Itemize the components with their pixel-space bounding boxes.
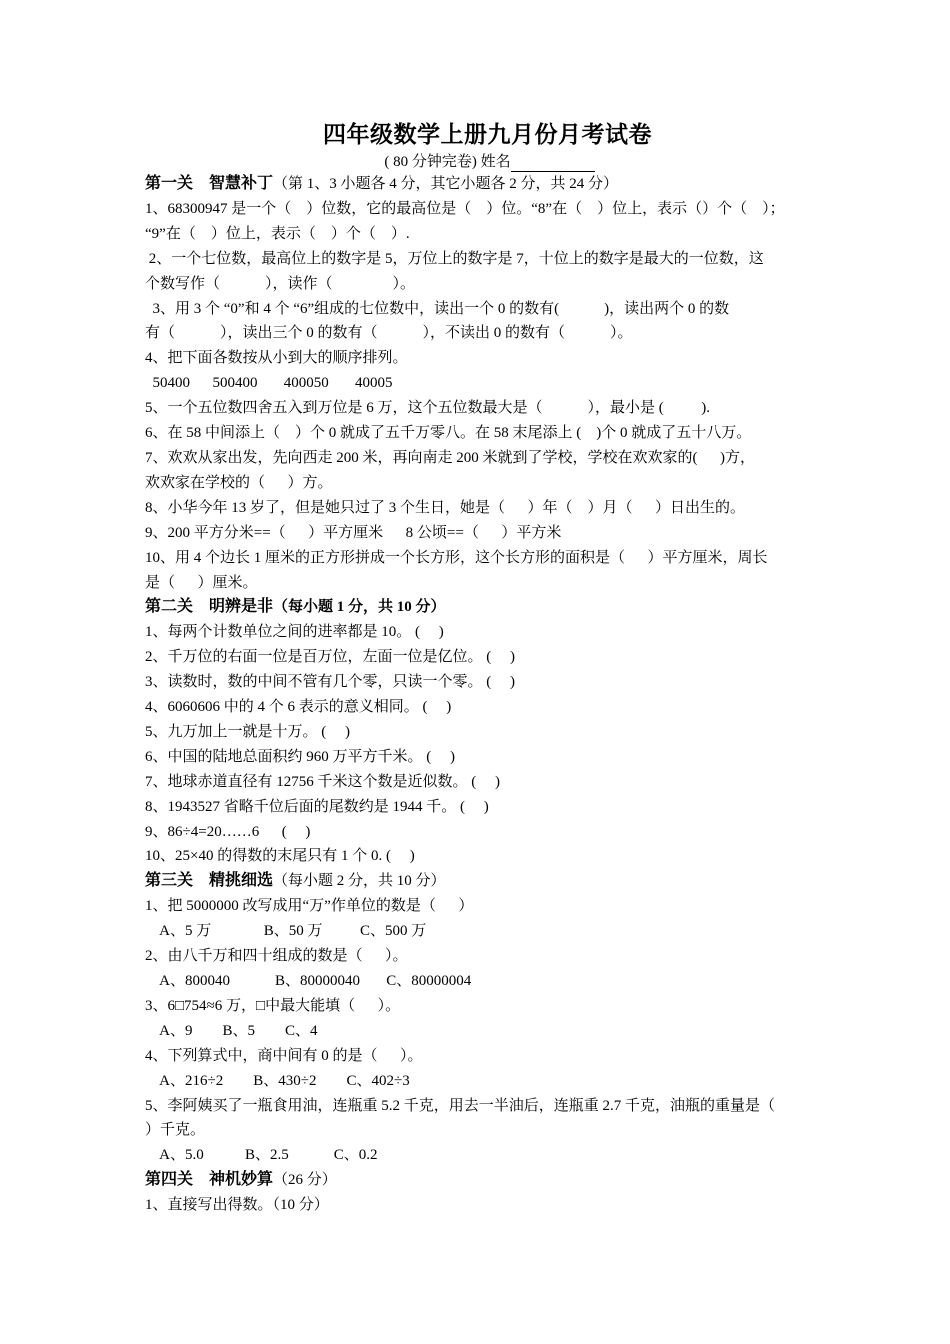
question-line: 9、200 平方分米==（ ）平方厘米 8 公顷==（ ）平方米	[145, 524, 562, 541]
question-line: 欢欢家在学校的（ ）方。	[145, 474, 333, 491]
question-line: 1、每两个计数单位之间的进率都是 10。 ( )	[145, 624, 444, 641]
question-line: A、5.0 B、2.5 C、0.2	[145, 1147, 378, 1164]
question-line: 1、直接写出得数。（10 分）	[145, 1197, 329, 1214]
question-line: 10、用 4 个边长 1 厘米的正方形拼成一个长方形，这个长方形的面积是（ ）平方厘米，周长	[145, 549, 768, 566]
section-heading	[145, 1168, 810, 1193]
question-line: 50400 500400 400050 40005	[145, 375, 393, 392]
question-line: 个数写作（ ），读作（ ）。	[145, 275, 416, 292]
question-line: 3、6□754≈6 万，□中最大能填（ ）。	[145, 997, 401, 1014]
section-title: 第一关 智慧补丁	[145, 175, 274, 192]
question-line: 8、小华今年 13 岁了，但是她只过了 3 个生日，她是（ ）年（ ）月（ ）日出生的。	[145, 499, 746, 516]
exam-page	[145, 118, 810, 1218]
question-line: A、800040 B、80000040 C、80000004	[145, 973, 472, 989]
section-title: 第三关 精挑细选	[145, 872, 274, 890]
question-line: 3、用 3 个 “0”和 4 个 “6”组成的七位数中，读出一个 0 的数有( )，读出两个 0 的数	[145, 300, 730, 317]
question-line: 1、68300947 是一个（ ）位数，它的最高位是（ ）位。“8”在（ ）位上，表示（）个（ ）；	[145, 200, 785, 217]
section-heading	[145, 595, 810, 620]
question-line: 1、把 5000000 改写成用“万”作单位的数是（ ）	[145, 898, 474, 915]
question-line: 6、中国的陆地总面积约 960 万平方千米。 ( )	[145, 748, 455, 765]
subtitle-text: ( 80 分钟完卷) 姓名	[384, 154, 511, 170]
question-line: A、9 B、5 C、4	[145, 1022, 318, 1039]
question-line: 5、九万加上一就是十万。 ( )	[145, 723, 350, 740]
sections-container	[145, 172, 810, 1218]
name-blank[interactable]	[511, 155, 595, 172]
question-line: 8、1943527 省略千位后面的尾数约是 1944 千。 ( )	[145, 798, 489, 815]
question-line: A、216÷2 B、430÷2 C、402÷3	[145, 1072, 410, 1089]
question-line: 7、欢欢从家出发，先向西走 200 米，再向南走 200 米就到了学校，学校在欢欢家的( )方，	[145, 449, 755, 466]
exam-title: 四年级数学上册九月份月考试卷	[323, 122, 652, 147]
section-title: 第二关 明辨是非	[145, 598, 274, 616]
question-line: 3、读数时，数的中间不管有几个零，只读一个零。 ( )	[145, 674, 515, 691]
question-line: 有（ ），读出三个 0 的数有（ ），不读出 0 的数有（ ）。	[145, 325, 633, 342]
question-line: 是（ ）厘米。	[145, 574, 258, 591]
question-line: A、5 万 B、50 万 C、500 万	[145, 923, 427, 940]
section-heading	[145, 869, 810, 894]
section-note: （每小题 1 分，共 10 分）	[273, 599, 446, 616]
question-line: 6、在 58 中间添上（ ）个 0 就成了五千万零八。在 58 末尾添上 ( )个 0 就成了五十八万。	[145, 425, 752, 442]
question-line: 9、86÷4=20……6 ( )	[145, 823, 311, 840]
question-line: 2、千万位的右面一位是百万位，左面一位是亿位。 ( )	[145, 649, 515, 666]
section-note: （第 1、3 小题各 4 分，其它小题各 2 分，共 24 分）	[273, 176, 619, 192]
section-heading	[145, 172, 810, 197]
question-line: ）千克。	[145, 1122, 206, 1139]
question-line: 10、25×40 的得数的末尾只有 1 个 0. ( )	[145, 848, 415, 865]
section-note: （26 分）	[273, 1172, 337, 1189]
question-line: 4、6060606 中的 4 个 6 表示的意义相同。 ( )	[145, 699, 452, 716]
question-line: 2、由八千万和四十组成的数是（ ）。	[145, 948, 408, 965]
question-line: 2、一个七位数，最高位上的数字是 5，万位上的数字是 7，十位上的数字是最大的一位数，这	[145, 250, 764, 267]
question-line: 7、地球赤道直径有 12756 千米这个数是近似数。 ( )	[145, 773, 500, 790]
question-line: “9”在（ ）位上，表示（ ）个（ ）.	[145, 225, 410, 242]
question-line: 5、李阿姨买了一瓶食用油，连瓶重 5.2 千克，用去一半油后，连瓶重 2.7 千克，油瓶的重量是（	[145, 1097, 776, 1114]
section-note: （每小题 2 分，共 10 分）	[273, 873, 446, 890]
exam-subtitle	[169, 152, 810, 172]
question-line: 4、把下面各数按从小到大的顺序排列。	[145, 350, 408, 367]
question-line: 5、一个五位数四舍五入到万位是 6 万，这个五位数最大是（ ），最小是 ( ).	[145, 400, 710, 417]
question-line: 4、下列算式中，商中间有 0 的是（ ）。	[145, 1047, 423, 1064]
section-title: 第四关 神机妙算	[145, 1171, 274, 1189]
